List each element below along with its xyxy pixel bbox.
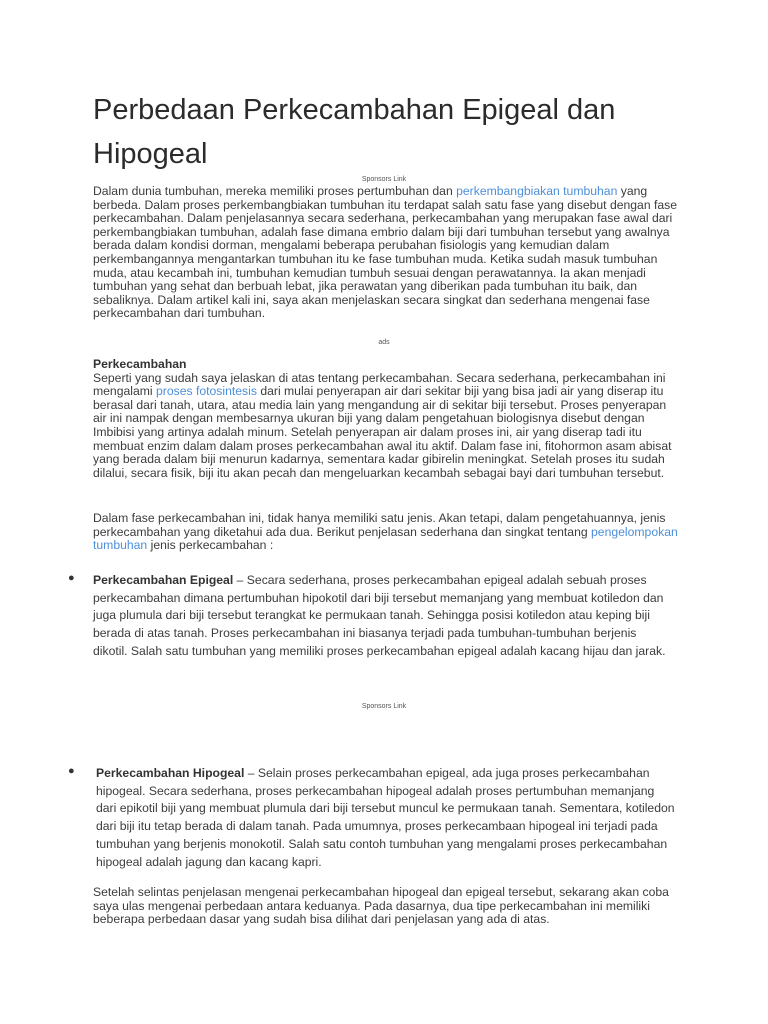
bullet-dot: ●	[68, 572, 75, 584]
page-title: Perbedaan Perkecambahan Epigeal dan Hipogeal	[93, 94, 616, 170]
hipogeal-text	[96, 765, 676, 871]
intro-text-2: yang berbeda. Dalam proses perkembangbiakan tumbuhan itu terdapat salah satu fase yang disebut dengan fase perkecambahan. Dalam penjelasannya secara sederhana, perkecambahan yang merupakan fase awal dari perkembangbiakan tumbuhan, adalah fase dimana embrio dalam biji dari tumbuhan tersebut yang awalnya berada dalam kondisi dorman, mengalami beberapa perubahan fisiologis yang kemudian dalam perkembangannya mengantarkan tumbuhan itu ke fase tumbuhan muda. Ketika sudah masuk tumbuhan muda, atau kecambah ini, tumbuhan kemudian tumbuh sesuai dengan perawatannya. Ia akan menjadi tumbuhan yang sehat dan berbuah lebat, jika perawatan yang diberikan pada tumbuhan itu baik, dan sebaliknya. Dalam artikel kali ini, saya akan menjelaskan secara singkat dan sederhana mengenai fase perkecambahan dari tumbuhan.	[93, 184, 678, 321]
link-perkembangbiakan[interactable]: perkembangbiakan tumbuhan	[456, 184, 618, 198]
sponsors-link-label: Sponsors Link	[361, 176, 407, 183]
closing-paragraph	[93, 886, 683, 927]
link-fotosintesis[interactable]: proses fotosintesis	[156, 384, 257, 399]
epigeal-term: Perkecambahan Epigeal	[93, 573, 234, 587]
section-heading: Perkecambahan	[93, 357, 187, 371]
sponsors-link-label-2: Sponsors Link	[361, 703, 407, 710]
intro-paragraph	[93, 185, 683, 321]
intro-text-1: Dalam dunia tumbuhan, mereka memiliki proses pertumbuhan dan	[93, 184, 457, 198]
types-paragraph	[93, 512, 683, 553]
epigeal-description: – Secara sederhana, proses perkecambahan epigeal adalah sebuah proses perkecambahan dimana pertumbuhan hipokotil dari biji tersebut memanjang yang membuat kotiledon dan juga plumula dari biji tersebut terangkat ke permukaan tanah. Sehingga posisi kotiledon atau keping biji berada di atas tanah. Proses perkecambahan ini biasanya terjadi pada tumbuhan-tumbuhan berjenis dikotil. Salah satu tumbuhan yang memiliki proses perkecambahan epigeal adalah kacang hijau dan jarak.	[93, 573, 666, 658]
section-text-1: Seperti yang sudah saya jelaskan di atas tentang perkecambahan. Secara sederhana, perkecambahan ini mengalami	[93, 370, 666, 399]
types-text-1: Dalam fase perkecambahan ini, tidak hanya memiliki satu jenis. Akan tetapi, dalam pengetahuannya, jenis perkecambahan yang diketahui ada dua. Berikut penjelasan sederhana dan singkat tentang	[93, 511, 666, 539]
bullet-dot: ●	[68, 765, 75, 777]
perkecambahan-section	[93, 358, 683, 480]
ads-label: ads	[378, 339, 390, 346]
section-text-2: dari mulai penyerapan air dari sekitar biji yang bisa jadi air yang diserap itu berasal dari tanah, utara, atau media lain yang mengandung air di sekitar biji tersebut. Proses penyerapan air ini nampak dengan membesarnya ukuran biji yang dalam pengetahuan biologisnya disebut dengan Imbibisi yang artinya adalah minum. Setelah penyerapan air dalam proses ini, air yang diserap tadi itu membuat enzim dalam dalam proses perkecambahan awal itu aktif. Dalam fase ini, fitohormon asam abisat yang berada dalam biji menurun kadarnya, sementara kadar gibirelin meningkat. Setelah proses itu sudah dilalui, secara fisik, biji itu akan pecah dan mengeluarkan kecambah sebagai bayi dari tumbuhan tersebut.	[93, 384, 672, 480]
closing-text: Setelah selintas penjelasan mengenai perkecambahan hipogeal dan epigeal tersebut, sekarang akan coba saya ulas mengenai perbedaan antara keduanya. Pada dasarnya, dua tipe perkecambahan ini memiliki beberapa perbedaan dasar yang sudah bisa dilihat dari penjelasan yang ada di atas.	[93, 885, 669, 927]
hipogeal-term: Perkecambahan Hipogeal	[96, 766, 245, 780]
epigeal-text	[93, 572, 673, 661]
hipogeal-description: – Selain proses perkecambahan epigeal, ada juga proses perkecambahan hipogeal. Secara sederhana, proses perkecambahan hipogeal adalah proses pertumbuhan memanjang dari epikotil biji yang membuat plumula dari biji tersebut muncul ke permukaan tanah. Sementara, kotiledon dari biji itu tetap berada di dalam tanah. Pada umumnya, proses perkecambaan hipogeal ini terjadi pada tumbuhan yang berjenis monokotil. Salah satu contoh tumbuhan yang mengalami proses perkecambahan hipogeal adalah jagung dan kacang kapri.	[96, 766, 675, 869]
link-pengelompokan[interactable]: pengelompokan tumbuhan	[93, 524, 678, 553]
types-text-2: jenis perkecambahan :	[147, 538, 274, 553]
